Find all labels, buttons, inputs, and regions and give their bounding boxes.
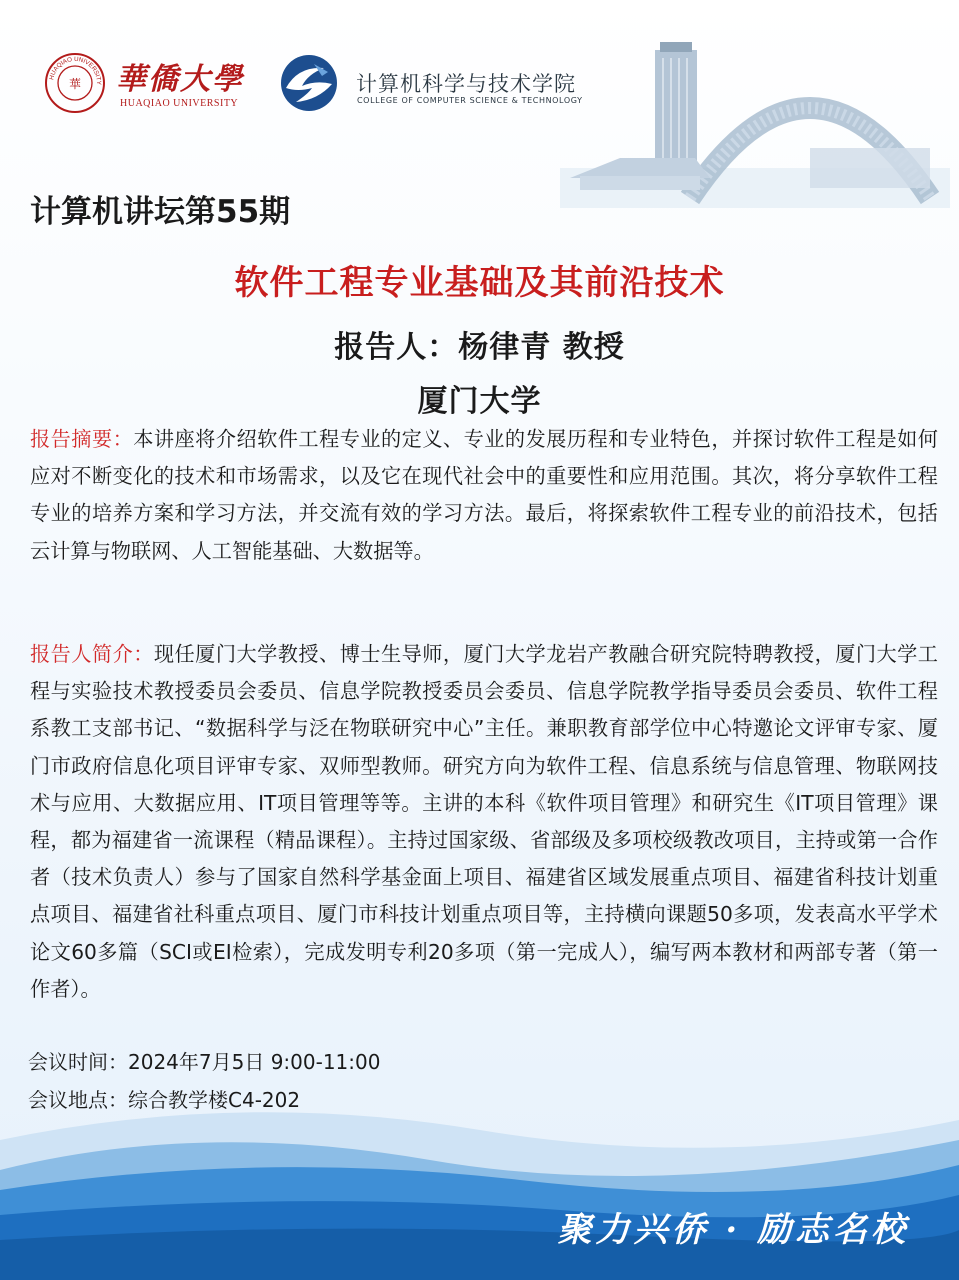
speaker: 报告人：杨律青 教授	[334, 330, 625, 365]
forum-issue: 计算机讲坛第55期	[30, 194, 291, 230]
bio-section	[30, 636, 938, 1008]
college-name: 计算机科学与技术学院	[356, 72, 576, 96]
college-english-name: COLLEGE OF COMPUTER SCIENCE & TECHNOLOGY	[357, 96, 583, 105]
meeting-time: 会议时间：2024年7月5日 9:00-11:00	[28, 1050, 381, 1074]
campus-building-illustration	[560, 28, 950, 208]
bio-text: 现任厦门大学教授、博士生导师，厦门大学龙岩产教融合研究院特聘教授，厦门大学工程与实验技术教授委员会委员、信息学院教授委员会委员、信息学院教学指导委员会委员、软件工程系教工支部书记、“数据科学与泛在物联研究中心”主任。兼职教育部学位中心特邀论文评审专家、厦门市政府信息化项目评审专家、双师型教师。研究方向为软件工程、信息系统与信息管理、物联网技术与应用、大数据应用、IT项目管理等等。主讲的本科《软件项目管理》和研究生《IT项目管理》课程，都为福建省一流课程（精品课程）。主持过国家级、省部级及多项校级教改项目，主持或第一合作者（技术负责人）参与了国家自然科学基金面上项目、福建省区域发展重点项目、福建省科技计划重点项目、福建省社科重点项目、厦门市科技计划重点项目等，主持横向课题50多项，发表高水平学术论文60多篇（SCI或EI检索），完成发明专利20多项（第一完成人），编写两本教材和两部专著（第一作者）。	[30, 642, 938, 1001]
bio-label: 报告人简介：	[30, 642, 154, 666]
abstract-section	[30, 421, 938, 570]
university-name: 華僑大學	[116, 62, 244, 97]
college-logo-icon	[278, 52, 340, 114]
lecture-title: 软件工程专业基础及其前沿技术	[234, 263, 725, 303]
slogan: 聚力兴侨 · 励志名校	[557, 1210, 909, 1250]
svg-text:HUAQIAO UNIVERSITY: HUAQIAO UNIVERSITY	[48, 55, 103, 85]
meeting-place: 会议地点：综合教学楼C4-202	[28, 1088, 301, 1112]
speaker-affiliation: 厦门大学	[417, 384, 542, 419]
abstract-label: 报告摘要：	[30, 427, 134, 451]
huaqiao-seal-icon	[44, 52, 106, 114]
university-english-name: HUAQIAO UNIVERSITY	[120, 98, 239, 109]
svg-text:華: 華	[68, 77, 82, 91]
abstract-text: 本讲座将介绍软件工程专业的定义、专业的发展历程和专业特色，并探讨软件工程是如何应对不断变化的技术和市场需求，以及它在现代社会中的重要性和应用范围。其次，将分享软件工程专业的培养方案和学习方法，并交流有效的学习方法。最后，将探索软件工程专业的前沿技术，包括云计算与物联网、人工智能基础、大数据等。	[30, 427, 938, 563]
